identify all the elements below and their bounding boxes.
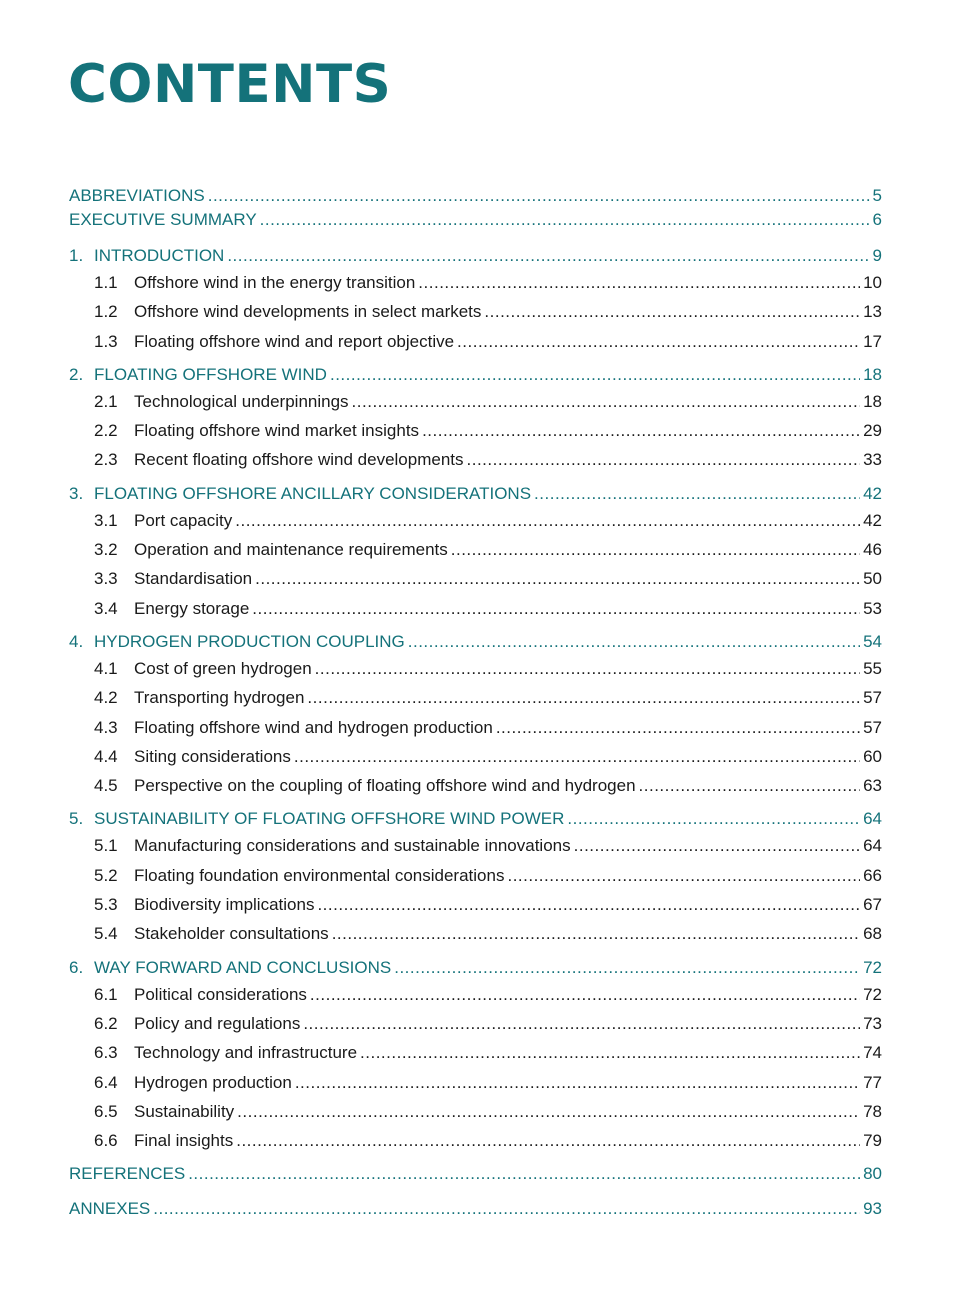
toc-entry[interactable] [69, 416, 882, 445]
toc-entry-number: 1.2 [94, 302, 118, 322]
toc-entry[interactable] [69, 445, 882, 474]
toc-entry[interactable] [69, 208, 882, 232]
toc-entry-page-number: 80 [863, 1164, 882, 1184]
dot-leader [303, 1009, 860, 1038]
toc-entry-page-number: 79 [863, 1131, 882, 1151]
toc-entry-label: Standardisation [134, 569, 253, 589]
dot-leader [255, 564, 860, 593]
toc-entry-number: 6. [69, 957, 84, 977]
toc-entry-number: 2. [69, 364, 84, 384]
toc-entry-page-number: 9 [872, 246, 882, 265]
toc-entry-page-number: 29 [863, 421, 882, 441]
dot-leader [188, 1162, 860, 1186]
toc-entry[interactable] [69, 1097, 882, 1126]
toc-entry[interactable] [69, 683, 882, 712]
toc-entry-label: Siting considerations [134, 746, 291, 766]
toc-entry[interactable] [69, 564, 882, 593]
toc-entry-label: Political considerations [134, 984, 307, 1004]
toc-entry-number: 1.3 [94, 331, 118, 351]
toc-entry-page-number: 6 [872, 210, 882, 229]
dot-leader [574, 831, 860, 860]
toc-entry-page-number: 77 [863, 1072, 882, 1092]
toc-entry-page-number: 72 [863, 984, 882, 1004]
toc-entry-label: Transporting hydrogen [134, 688, 305, 708]
toc-entry-label: Offshore wind developments in select markets [134, 302, 482, 322]
toc-entry-number: 1.1 [94, 273, 118, 292]
toc-entry-page-number: 13 [863, 302, 882, 322]
toc-entry-number: 3. [69, 483, 84, 503]
toc-entry-page-number: 5 [872, 186, 882, 205]
toc-entry-page-number: 60 [863, 746, 882, 766]
dot-leader [534, 482, 860, 506]
toc-entry[interactable] [69, 742, 882, 771]
dot-leader [467, 445, 861, 474]
toc-entry[interactable] [69, 1197, 882, 1221]
toc-entry-label: Operation and maintenance requirements [134, 540, 448, 560]
toc-entry-page-number: 10 [863, 273, 882, 292]
dot-leader [639, 771, 861, 800]
dot-leader [484, 297, 860, 326]
dot-leader [295, 1068, 860, 1097]
toc-entry-label: Floating offshore wind and hydrogen production [134, 717, 493, 737]
dot-leader [260, 208, 870, 232]
toc-entry[interactable] [69, 980, 882, 1009]
toc-entry-number: 5. [69, 809, 84, 829]
toc-entry[interactable] [69, 654, 882, 683]
toc-entry-number: 6.1 [94, 984, 118, 1004]
dot-leader [237, 1097, 860, 1126]
toc-entry-page-number: 63 [863, 776, 882, 796]
toc-entry-page-number: 73 [863, 1013, 882, 1033]
toc-entry-number: 3.4 [94, 598, 118, 618]
toc-entry[interactable] [69, 890, 882, 919]
toc-entry-number: 4.5 [94, 776, 118, 796]
toc-entry-page-number: 18 [863, 391, 882, 411]
toc-entry[interactable] [69, 831, 882, 860]
dot-leader [153, 1197, 860, 1221]
toc-entry[interactable] [69, 387, 882, 416]
toc-entry[interactable] [69, 807, 882, 831]
dot-leader [252, 594, 860, 623]
toc-entry[interactable] [69, 771, 882, 800]
toc-entry-number: 4. [69, 631, 84, 651]
toc-entry-number: 1. [69, 246, 84, 265]
dot-leader [360, 1038, 860, 1067]
dot-leader [208, 184, 870, 208]
table-of-contents [69, 184, 882, 1221]
toc-entry-label: Floating offshore wind market insights [134, 421, 420, 441]
toc-entry-label: Sustainability [134, 1101, 235, 1121]
toc-entry-label: REFERENCES [69, 1164, 186, 1184]
toc-entry-number: 2.2 [94, 421, 118, 441]
toc-entry[interactable] [69, 630, 882, 654]
dot-leader [332, 919, 860, 948]
toc-entry-label: Biodiversity implications [134, 895, 315, 915]
toc-entry-number: 6.3 [94, 1043, 118, 1063]
toc-entry[interactable] [69, 244, 882, 268]
toc-entry[interactable] [69, 919, 882, 948]
toc-entry-number: 3.1 [94, 510, 118, 530]
toc-entry-page-number: 64 [863, 836, 882, 856]
toc-entry[interactable] [69, 594, 882, 623]
toc-entry-page-number: 53 [863, 598, 882, 618]
toc-entry-number: 4.4 [94, 746, 118, 766]
toc-entry-label: Port capacity [134, 510, 233, 530]
toc-entry[interactable] [69, 363, 882, 387]
toc-entry-number: 6.5 [94, 1101, 118, 1121]
toc-entry-page-number: 57 [863, 688, 882, 708]
toc-entry-number: 2.3 [94, 450, 118, 470]
toc-entry-page-number: 57 [863, 717, 882, 737]
toc-entry-label: FLOATING OFFSHORE WIND [94, 364, 327, 384]
toc-entry-label: HYDROGEN PRODUCTION COUPLING [94, 631, 405, 651]
toc-entry-label: Floating offshore wind and report objective [134, 331, 455, 351]
toc-entry[interactable] [69, 268, 882, 297]
toc-entry-number: 4.2 [94, 688, 118, 708]
toc-entry-page-number: 18 [863, 364, 882, 384]
toc-entry-page-number: 33 [863, 450, 882, 470]
toc-entry-page-number: 74 [863, 1043, 882, 1063]
toc-entry-number: 5.2 [94, 865, 118, 885]
toc-entry-number: 6.6 [94, 1131, 118, 1151]
dot-leader [507, 861, 860, 890]
toc-entry-page-number: 42 [863, 510, 882, 530]
toc-entry[interactable] [69, 297, 882, 326]
toc-entry-page-number: 55 [863, 658, 882, 678]
toc-entry-number: 5.3 [94, 895, 118, 915]
toc-entry-label: Perspective on the coupling of floating offshore wind and hydrogen [134, 776, 636, 796]
toc-entry[interactable] [69, 184, 882, 208]
dot-leader [352, 387, 861, 416]
toc-entry-label: Offshore wind in the energy transition [134, 273, 416, 292]
dot-leader [567, 807, 860, 831]
toc-entry[interactable] [69, 535, 882, 564]
toc-entry-label: Energy storage [134, 598, 250, 618]
dot-leader [235, 506, 860, 535]
dot-leader [330, 363, 860, 387]
toc-entry[interactable] [69, 713, 882, 742]
dot-leader [236, 1126, 860, 1155]
toc-entry-label: SUSTAINABILITY OF FLOATING OFFSHORE WIND POWER [94, 809, 565, 829]
toc-entry[interactable] [69, 482, 882, 506]
toc-entry[interactable] [69, 956, 882, 980]
toc-entry[interactable] [69, 1009, 882, 1038]
dot-leader [317, 890, 860, 919]
toc-entry-label: Technology and infrastructure [134, 1043, 358, 1063]
toc-entry[interactable] [69, 1126, 882, 1155]
toc-entry-label: WAY FORWARD AND CONCLUSIONS [94, 957, 392, 977]
toc-entry-label: Policy and regulations [134, 1013, 301, 1033]
page-title: CONTENTS [68, 54, 392, 115]
toc-entry-label: Floating foundation environmental considerations [134, 865, 505, 885]
toc-entry-label: Final insights [134, 1131, 234, 1151]
toc-entry-number: 6.4 [94, 1072, 118, 1092]
dot-leader [310, 980, 860, 1009]
toc-entry-page-number: 50 [863, 569, 882, 589]
toc-entry-page-number: 67 [863, 895, 882, 915]
toc-entry-label: Manufacturing considerations and sustainable innovations [134, 836, 571, 856]
toc-entry-label: Stakeholder consultations [134, 924, 329, 944]
toc-entry-page-number: 42 [863, 483, 882, 503]
toc-entry[interactable] [69, 327, 882, 356]
toc-entry-label: EXECUTIVE SUMMARY [69, 210, 257, 229]
toc-entry-number: 4.1 [94, 658, 118, 678]
dot-leader [422, 416, 860, 445]
toc-entry[interactable] [69, 1162, 882, 1186]
dot-leader [457, 327, 860, 356]
toc-entry[interactable] [69, 506, 882, 535]
dot-leader [418, 268, 860, 297]
dot-leader [227, 244, 869, 268]
toc-entry[interactable] [69, 861, 882, 890]
toc-entry-number: 5.1 [94, 836, 118, 856]
toc-entry-page-number: 72 [863, 957, 882, 977]
dot-leader [307, 683, 860, 712]
toc-entry-number: 3.2 [94, 540, 118, 560]
toc-entry-page-number: 68 [863, 924, 882, 944]
toc-entry-label: Hydrogen production [134, 1072, 292, 1092]
toc-entry-number: 3.3 [94, 569, 118, 589]
toc-entry-page-number: 78 [863, 1101, 882, 1121]
toc-entry-label: ABBREVIATIONS [69, 186, 205, 205]
toc-entry-number: 2.1 [94, 391, 118, 411]
toc-entry-label: Technological underpinnings [134, 391, 349, 411]
dot-leader [394, 956, 860, 980]
toc-entry-number: 4.3 [94, 717, 118, 737]
toc-entry-label: INTRODUCTION [94, 246, 225, 265]
toc-entry-page-number: 17 [863, 331, 882, 351]
dot-leader [451, 535, 860, 564]
toc-entry[interactable] [69, 1068, 882, 1097]
toc-entry-page-number: 66 [863, 865, 882, 885]
toc-entry-page-number: 93 [863, 1199, 882, 1219]
toc-entry-label: FLOATING OFFSHORE ANCILLARY CONSIDERATIONS [94, 483, 532, 503]
toc-entry-label: Recent floating offshore wind developments [134, 450, 464, 470]
toc-entry[interactable] [69, 1038, 882, 1067]
toc-entry-label: Cost of green hydrogen [134, 658, 312, 678]
dot-leader [496, 713, 860, 742]
toc-entry-label: ANNEXES [69, 1199, 151, 1219]
dot-leader [294, 742, 860, 771]
dot-leader [315, 654, 860, 683]
dot-leader [408, 630, 860, 654]
toc-entry-page-number: 54 [863, 631, 882, 651]
toc-entry-page-number: 64 [863, 809, 882, 829]
toc-entry-number: 6.2 [94, 1013, 118, 1033]
toc-entry-page-number: 46 [863, 540, 882, 560]
toc-entry-number: 5.4 [94, 924, 118, 944]
